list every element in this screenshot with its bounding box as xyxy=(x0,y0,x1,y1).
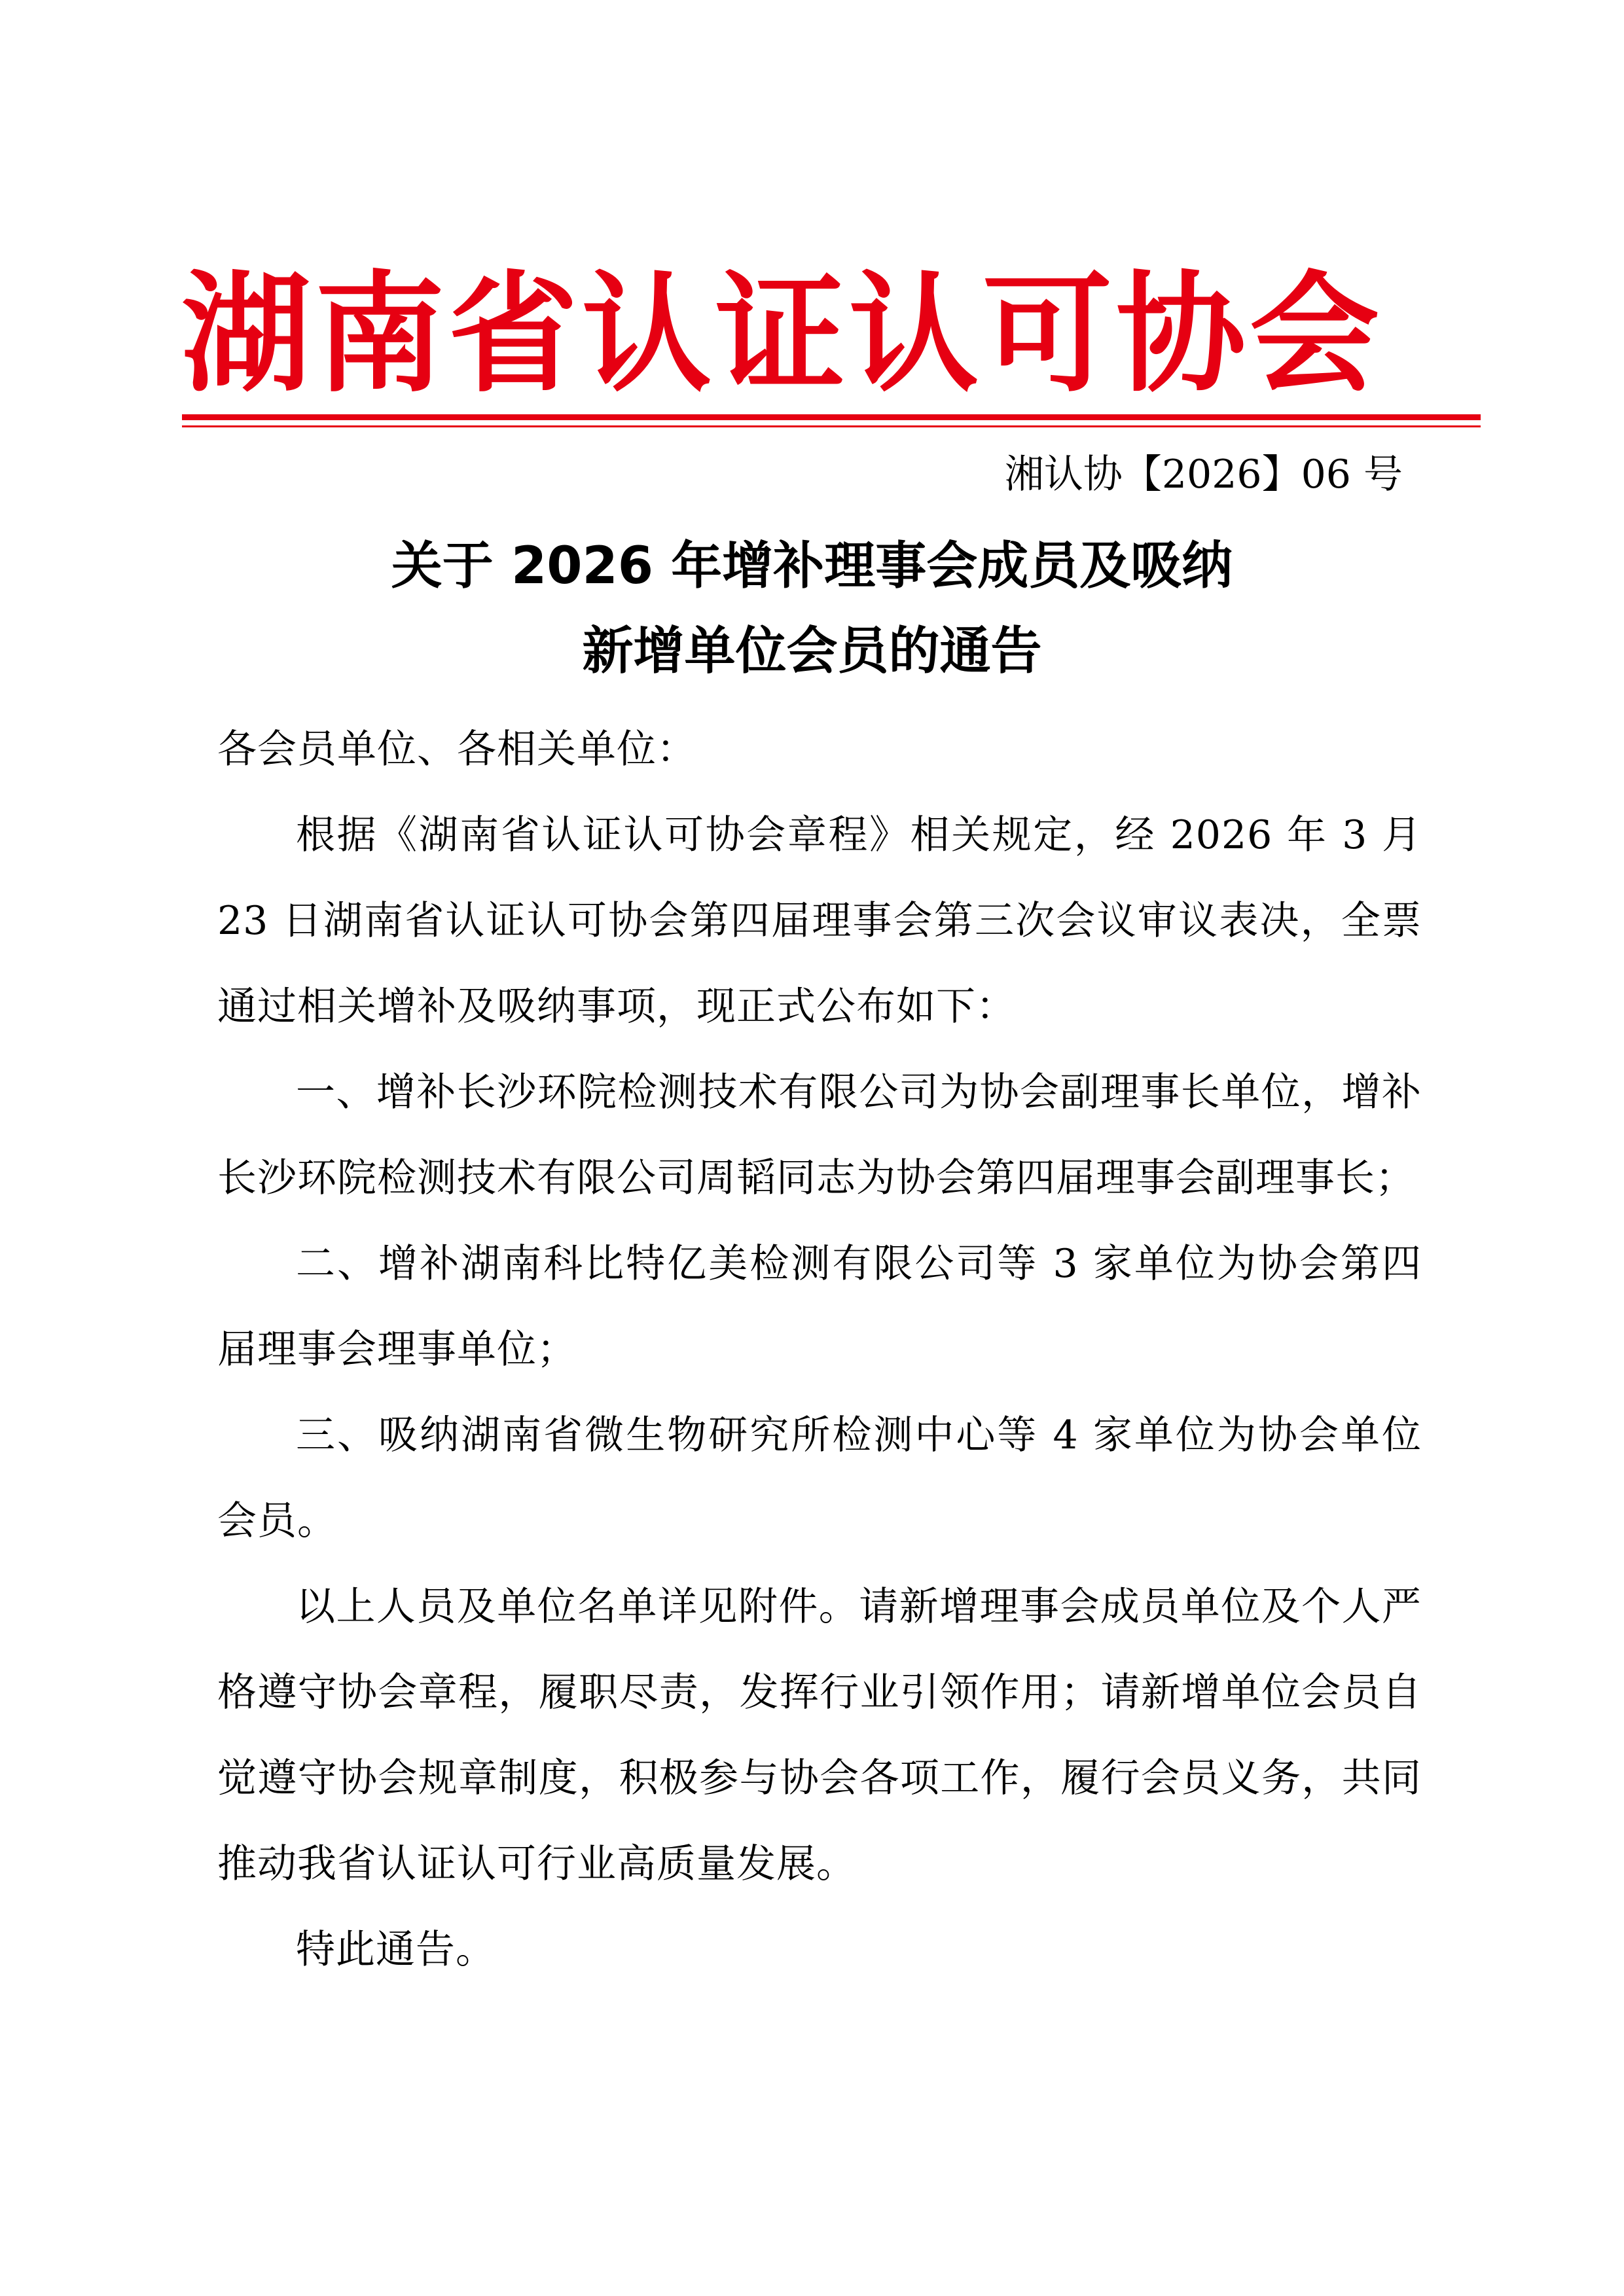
organization-masthead: 湖南省认证认可协会 xyxy=(181,257,1383,410)
paragraph-closing: 特此通告。 xyxy=(296,1927,496,1973)
masthead-rule-thick xyxy=(182,414,1481,420)
salutation: 各会员单位、各相关单位： xyxy=(217,726,696,772)
paragraph-requirements: 以上人员及单位名单详见附件。请新增理事会成员单位及个人严格遵守协会章程，履职尽责，发挥行业引领作用；请新增单位会员自觉遵守协会规章制度，积极参与协会各项工作，履行会员义务，共同推动我省认证认可行业高质量发展。 xyxy=(217,1584,1422,1887)
masthead-rule-thin xyxy=(182,425,1481,427)
paragraph-basis: 根据《湖南省认证认可协会章程》相关规定，经 2026 年 3 月23 日湖南省认证认可协会第四届理事会第三次会议审议表决，全票通过相关增补及吸纳事项，现正式公布如下： xyxy=(217,812,1422,1030)
document-body xyxy=(217,707,1422,1993)
document-number: 湘认协【2026】06 号 xyxy=(1004,452,1403,497)
paragraph-item-3: 三、吸纳湖南省微生物研究所检测中心等 4 家单位为协会单位会员。 xyxy=(217,1412,1422,1544)
paragraph-item-2: 二、增补湖南科比特亿美检测有限公司等 3 家单位为协会第四届理事会理事单位； xyxy=(217,1241,1422,1372)
document-title-line-1: 关于 2026 年增补理事会成员及吸纳 xyxy=(391,537,1233,596)
document-title-line-2: 新增单位会员的通告 xyxy=(582,622,1042,681)
paragraph-item-1: 一、增补长沙环院检测技术有限公司为协会副理事长单位，增补长沙环院检测技术有限公司周韬同志为协会第四届理事会副理事长； xyxy=(217,1069,1422,1201)
